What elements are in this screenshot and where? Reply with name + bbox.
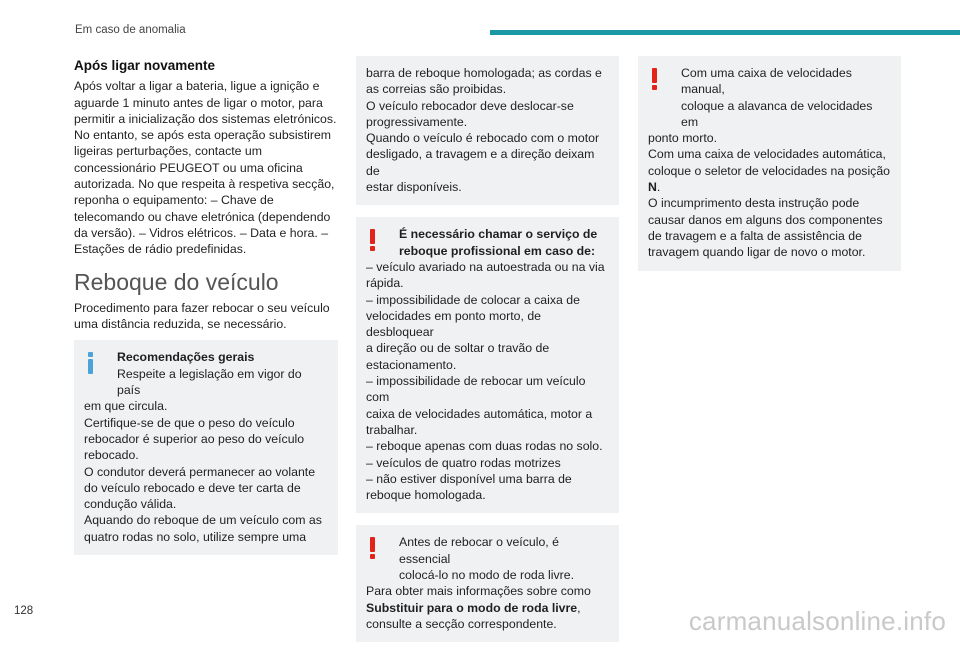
warning-box-professional-towing	[356, 217, 619, 513]
text-line: de travagem e a falta de assistência de	[648, 228, 862, 243]
text-line: subsistirem ligeiras perturbações, contacte	[74, 128, 332, 159]
text-line: reboque homologada.	[366, 488, 486, 503]
text-line: O condutor deverá permanecer ao volante	[84, 464, 316, 479]
text-line: desligado, a travagem e a direção deixam de	[366, 147, 595, 178]
text-line: Com uma caixa de velocidades automática,	[648, 147, 886, 162]
text-line: Com uma caixa de velocidades manual,	[681, 66, 852, 97]
text-line: rebocado.	[84, 448, 139, 463]
text-line: Aquando do reboque de um veículo com as	[84, 513, 322, 528]
text-line: O incumprimento desta instrução pode	[648, 196, 860, 211]
text-line: do veículo rebocado e deve ter carta de	[84, 480, 301, 495]
text-line: Quando o veículo é rebocado com o motor	[366, 131, 600, 146]
warning-exclamation-icon	[368, 537, 376, 559]
text-line: travagem quando ligar de novo o motor.	[648, 245, 866, 260]
text-line: Para obter mais informações sobre como	[366, 584, 591, 599]
running-header: Em caso de anomalia	[75, 24, 186, 36]
text-line: uma distância reduzida, se necessário.	[74, 317, 287, 332]
info-box-general-recommendations	[74, 340, 338, 555]
text-line: velocidades em ponto morto, de desbloquear	[366, 308, 541, 340]
after-restart-heading: Após ligar novamente	[74, 58, 216, 73]
text-line: coloque a alavanca de velocidades em	[681, 98, 873, 129]
list-item: – Data e hora.	[239, 225, 318, 240]
column-2	[356, 56, 619, 654]
text-line: quatro rodas no solo, utilize sempre uma	[84, 529, 307, 544]
info-box-title: Recomendações gerais	[117, 350, 255, 365]
text-line: consulte a secção correspondente.	[366, 616, 557, 631]
section-title: Reboque do veículo	[74, 268, 279, 295]
text-line: O veículo rebocador deve deslocar-se	[366, 98, 574, 113]
list-item: – reboque apenas com duas rodas no solo.	[366, 439, 603, 454]
text-line: rápida.	[366, 276, 404, 291]
list-item: – Chave de telecomando ou chave eletrónica	[74, 193, 274, 224]
text-line: equipamento:	[132, 193, 208, 208]
column-3	[638, 56, 901, 283]
text-line: progressivamente.	[366, 114, 468, 129]
text-line: as correias são proibidas.	[366, 82, 507, 97]
text-line: barra de reboque homologada; as cordas e	[366, 66, 602, 80]
text-line: estar disponíveis.	[366, 180, 462, 195]
watermark: carmanualsonline.info	[688, 606, 946, 636]
list-item: – Estações de rádio predefinidas.	[74, 225, 329, 257]
text-line: a direção ou de soltar o travão de	[366, 341, 550, 356]
list-item: – impossibilidade de colocar a caixa de	[366, 292, 580, 307]
info-box-continuation	[356, 56, 619, 205]
warning-title: É necessário chamar o serviço de	[399, 227, 598, 242]
towing-intro	[74, 300, 338, 333]
text-line	[366, 600, 609, 616]
list-item: – veículos de quatro rodas motrizes	[366, 455, 561, 470]
list-item: – Vidros elétricos.	[138, 225, 237, 240]
text-line: coloque o seletor de velocidades na posição	[648, 163, 891, 178]
text-line: estacionamento.	[366, 357, 457, 372]
text-line: em que circula.	[84, 399, 168, 414]
gear-position-n: N	[648, 180, 657, 195]
text-line: permitir a inicialização dos sistemas eletrónicos.	[74, 111, 337, 126]
list-item: – veículo avariado na autoestrada ou na via	[366, 259, 605, 274]
text-line: autorizada.	[74, 177, 135, 192]
text-line: trabalhar.	[366, 422, 418, 437]
text-line: um concessionário PEUGEOT ou uma oficina	[74, 144, 303, 175]
text-line: rebocador é superior ao peso do veículo	[84, 431, 305, 446]
page-number: 128	[14, 605, 34, 617]
text-line: No que respeita à respetiva secção, reponha o	[74, 177, 335, 208]
punctuation: .	[656, 180, 661, 195]
text-line: Procedimento para fazer rebocar o seu veículo	[74, 300, 330, 315]
punctuation: ,	[577, 600, 581, 615]
header-accent-bar	[490, 30, 960, 35]
text-line: Antes de rebocar o veículo, é essencial	[399, 535, 559, 566]
warning-title: reboque profissional em caso de:	[399, 243, 596, 258]
text-line: No entanto, se após esta operação	[74, 128, 266, 143]
text-line: ponto morto.	[648, 131, 718, 146]
list-item: – não estiver disponível uma barra de	[366, 471, 572, 486]
warning-exclamation-icon	[368, 229, 376, 251]
text-line: condução válida.	[84, 497, 177, 512]
text-line: Após voltar a ligar a bateria, ligue a ignição e	[74, 79, 320, 94]
cross-reference-link: Substituir para o modo de roda livre	[366, 600, 578, 615]
text-line	[648, 179, 891, 195]
text-line: colocá-lo no modo de roda livre.	[399, 568, 574, 583]
text-line: aguarde 1 minuto antes de ligar o motor, para	[74, 95, 323, 110]
text-line: Certifique-se de que o peso do veículo	[84, 415, 295, 430]
after-restart-text	[74, 78, 338, 257]
warning-box-gearbox	[638, 56, 901, 271]
column-1	[74, 56, 338, 567]
text-line: (dependendo da versão).	[74, 209, 331, 240]
text-line: causar danos em alguns dos componentes	[648, 212, 883, 227]
warning-box-freewheel	[356, 525, 619, 642]
text-line: Respeite a legislação em vigor do país	[117, 366, 302, 398]
info-icon	[86, 352, 94, 374]
list-item: – impossibilidade de rebocar um veículo com	[366, 374, 586, 405]
text-line: caixa de velocidades automática, motor a	[366, 406, 593, 421]
warning-exclamation-icon	[650, 68, 658, 90]
